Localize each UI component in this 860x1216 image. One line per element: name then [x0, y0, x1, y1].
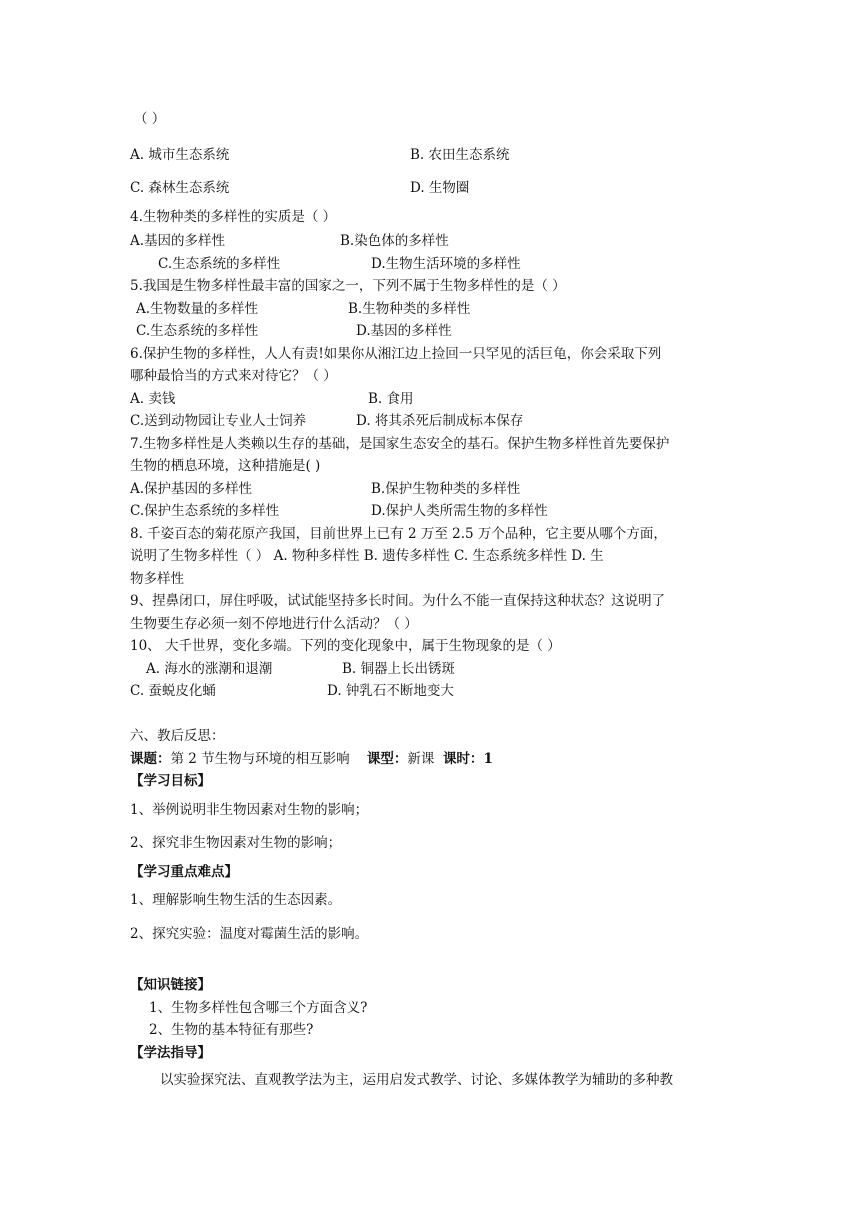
- q5-option-c: C.生态系统的多样性: [136, 323, 259, 339]
- q6-option-a: A. 卖钱: [130, 391, 176, 407]
- q5-stem: 5.我国是生物多样性最丰富的国家之一，下列不属于生物多样性的是（ ）: [130, 278, 566, 294]
- q5-option-a: A.生物数量的多样性: [136, 301, 259, 317]
- q3-option-d: D. 生物圈: [410, 180, 470, 196]
- q7-option-c: C.保护生态系统的多样性: [130, 503, 280, 519]
- q10-stem: 10、 大千世界，变化多端。下列的变化现象中，属于生物现象的是（ ）: [130, 638, 561, 654]
- key-points-item-2: 2、探究实验：温度对霉菌生活的影响。: [130, 926, 369, 942]
- q8-line2: 说明了生物多样性（ ） A. 物种多样性 B. 遗传多样性 C. 生态系统多样性 D. 生: [130, 548, 604, 564]
- q6-option-c: C.送到动物园让专业人士饲养: [130, 413, 307, 429]
- q10-option-c: C. 蚕蜕皮化蛹: [130, 683, 216, 699]
- goals-heading: 【学习目标】: [130, 773, 211, 789]
- method-heading: 【学法指导】: [130, 1045, 211, 1061]
- q4-option-d: D.生物生活环境的多样性: [371, 256, 521, 272]
- q4-option-a: A.基因的多样性: [130, 233, 226, 249]
- q4-option-c: C.生态系统的多样性: [158, 256, 281, 272]
- reflection-heading: 六、教后反思：: [130, 728, 225, 744]
- hours-label: 课时：: [442, 751, 484, 767]
- knowledge-heading: 【知识链接】: [130, 977, 211, 993]
- q10-option-b: B. 铜器上长出锈斑: [342, 661, 456, 677]
- q6-option-b: B. 食用: [368, 391, 414, 407]
- type-label: 课型：: [366, 751, 408, 767]
- q4-option-b: B.染色体的多样性: [340, 233, 449, 249]
- q6-option-d: D. 将其杀死后制成标本保存: [356, 413, 524, 429]
- q7-option-d: D.保护人类所需生物的多样性: [371, 503, 548, 519]
- q7-stem-line1: 7.生物多样性是人类赖以生存的基础，是国家生态安全的基石。保护生物多样性首先要保护: [130, 436, 670, 452]
- knowledge-item-1: 1、生物多样性包含哪三个方面含义?: [149, 1000, 368, 1016]
- q6-stem-line1: 6.保护生物的多样性，人人有责!如果你从湘江边上捡回一只罕见的活巨龟，你会采取下列: [130, 346, 662, 362]
- knowledge-item-2: 2、生物的基本特征有那些?: [149, 1022, 314, 1038]
- key-points-heading: 【学习重点难点】: [130, 864, 238, 880]
- goals-item-1: 1、举例说明非生物因素对生物的影响；: [130, 802, 369, 818]
- goals-item-2: 2、探究非生物因素对生物的影响；: [130, 835, 342, 851]
- q4-stem: 4.生物种类的多样性的实质是（ ）: [130, 209, 337, 225]
- q7-option-b: B.保护生物种类的多样性: [371, 481, 521, 497]
- q3-option-b: B. 农田生态系统: [410, 147, 510, 163]
- q3-answer-paren: （ ）: [134, 111, 166, 127]
- q3-option-a: A. 城市生态系统: [130, 147, 230, 163]
- key-points-item-1: 1、理解影响生物生活的生态因素。: [130, 892, 342, 908]
- q10-option-d: D. 钟乳石不断地变大: [327, 683, 454, 699]
- topic-value: 第 2 节生物与环境的相互影响: [170, 751, 350, 767]
- q7-stem-line2: 生物的栖息环境，这种措施是( ): [130, 458, 321, 474]
- method-text: 以实验探究法、直观教学法为主，运用启发式教学、讨论、多媒体教学为辅助的多种教: [160, 1072, 673, 1088]
- topic-label: 课题：: [130, 751, 171, 767]
- q9-line1: 9、捏鼻闭口，屏住呼吸，试试能坚持多长时间。为什么不能一直保持这种状态？这说明了: [130, 593, 666, 609]
- q8-line1: 8. 千姿百态的菊花原产我国，目前世界上已有 2 万至 2.5 万个品种，它主要从哪个方面，: [130, 526, 667, 542]
- lesson-info: [130, 750, 493, 768]
- type-value: 新课: [407, 751, 435, 767]
- q9-line2: 生物要生存必须一刻不停地进行什么活动？（ ）: [130, 616, 418, 632]
- hours-value: 1: [483, 751, 493, 767]
- q5-option-d: D.基因的多样性: [356, 323, 452, 339]
- q3-option-c: C. 森林生态系统: [130, 180, 230, 196]
- q7-option-a: A.保护基因的多样性: [130, 481, 253, 497]
- q8-line3: 物多样性: [130, 571, 184, 587]
- q5-option-b: B.生物种类的多样性: [348, 301, 471, 317]
- q6-stem-line2: 哪种最恰当的方式来对待它？（ ）: [130, 368, 337, 384]
- q10-option-a: A. 海水的涨潮和退潮: [146, 661, 273, 677]
